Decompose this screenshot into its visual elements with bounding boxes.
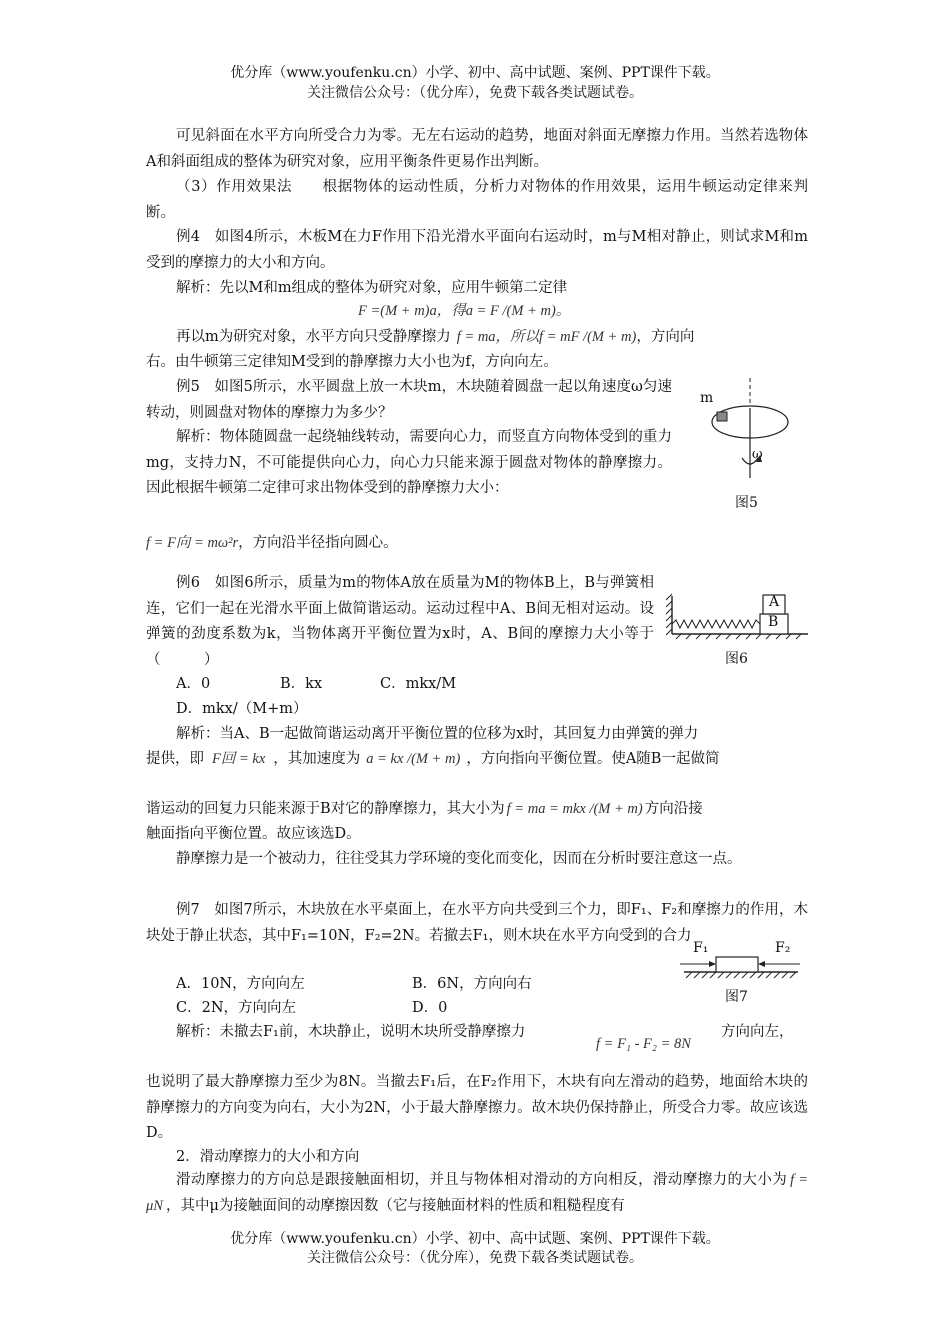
example-4: 例4 如图4所示，木板M在力F作用下沿光滑水平面向右运动时，m与M相对静止，则试求M和m受到的摩擦力的大小和方向。 [146, 229, 808, 271]
page-header-line-1: 优分库（www.youfenku.cn）小学、初中、高中试题、案例、PPT课件下载。 [230, 65, 720, 81]
figure-5-caption: 图5 [735, 495, 758, 511]
text-run: ，方向向 [636, 329, 695, 345]
option-d: D．mkx/（M+m） [176, 701, 308, 717]
equation: f = ma，所以f = mF /(M + m) [456, 329, 637, 345]
example-7: 例7 如图7所示，木块放在水平桌面上，在水平方向共受到三个力，即F₁、F₂和摩擦力的作用，木块处于静止状态，其中F₁=10N，F₂=2N。若撤去F₁，则木块在水平方向受到的合力 [146, 902, 808, 944]
solution-paragraph: 解析：当A、B一起做简谐运动离开平衡位置的位移为x时，其回复力由弹簧的弹力 [176, 726, 699, 742]
text-run: 滑动摩擦力的方向总是跟接触面相切，并且与物体相对滑动的方向相反，滑动摩擦力的大小为 [176, 1172, 788, 1188]
paragraph: 也说明了最大静摩擦力至少为8N。当撤去F₁后，在F₂作用下，木块有向左滑动的趋势，地面给木块的静摩擦力的方向变为向右，大小为2N，小于最大静摩擦力。故木块仍保持静止，所受合力零。故应该选D。 [146, 1074, 808, 1141]
paragraph: 触面指向平衡位置。故应该选D。 [146, 826, 361, 842]
force-f1-label: F₁ [693, 940, 709, 956]
paragraph: 静摩擦力是一个被动力，往往受其力学环境的变化而变化，因而在分析时要注意这一点。 [176, 851, 742, 867]
equation: F回 = kx [212, 751, 266, 767]
text-run: 方向沿接 [644, 801, 703, 817]
paragraph: （3）作用效果法 根据物体的运动性质，分析力对物体的作用效果，运用牛顿运动定律来判断。 [146, 179, 808, 221]
text-run: ，方向指向平衡位置。使A随B一起做简 [466, 751, 720, 767]
force-f2-label: F₂ [775, 940, 791, 956]
option-c: C．mkx/M [380, 676, 457, 692]
text-run: 方向向左， [721, 1024, 794, 1040]
option-c: C．2N，方向向左 [176, 1000, 297, 1016]
equation: f = F向 = mω²r [146, 535, 239, 551]
text-run: 再以m为研究对象，水平方向只受静摩擦力 [176, 329, 451, 345]
text-run: ，其中μ为接触面间的动摩擦因数（它与接触面材料的性质和粗糙程度有 [165, 1197, 625, 1214]
equation: f = F₁ - F₂ = 8N [596, 1036, 691, 1052]
figure-6-caption: 图6 [725, 651, 748, 667]
text-run: 解析：未撤去F₁前，木块静止，说明木块所受静摩擦力 [176, 1024, 526, 1040]
text-run: 谐运动的回复力只能来源于B对它的静摩擦力，其大小为 [146, 801, 505, 817]
figure-6-spring-system [666, 590, 808, 640]
section-heading: 2．滑动摩擦力的大小和方向 [176, 1149, 360, 1165]
page-header-line-2: 关注微信公众号：（优分库），免费下载各类试题试卷。 [307, 85, 643, 101]
option-b: B．kx [280, 676, 323, 692]
mass-label: m [700, 390, 714, 406]
paragraph: 右。由牛顿第三定律知M受到的静摩擦力大小也为f，方向向左。 [146, 354, 558, 370]
block-b-label: B [768, 614, 779, 630]
solution-paragraph: 解析：物体随圆盘一起绕轴线转动，需要向心力，而竖直方向物体受到的重力mg，支持力N，不可能提供向心力，向心力只能来源于圆盘对物体的静摩擦力。因此根据牛顿第二定律可求出物体受到的静摩擦力大小： [146, 429, 672, 496]
equation: a = kx /(M + m) [366, 751, 461, 767]
solution-paragraph: 解析：先以M和m组成的整体为研究对象，应用牛顿第二定律 [176, 280, 568, 296]
paragraph [146, 1168, 808, 1219]
block-a-label: A [769, 594, 780, 610]
text-run: ，方向沿半径指向圆心。 [238, 535, 398, 551]
option-b: B．6N，方向向右 [412, 976, 532, 992]
text-run: 提供，即 [146, 751, 204, 767]
option-a: A．0 [176, 676, 211, 692]
page-footer-line-1: 优分库（www.youfenku.cn）小学、初中、高中试题、案例、PPT课件下载。 [230, 1231, 720, 1247]
equation: f = μN [146, 1172, 808, 1214]
option-a: A．10N，方向向左 [176, 976, 305, 992]
option-d: D．0 [412, 1000, 448, 1016]
paragraph: 可见斜面在水平方向所受合力为零。无左右运动的趋势，地面对斜面无摩擦力作用。当然若选物体A和斜面组成的整体为研究对象，应用平衡条件更易作出判断。 [146, 128, 808, 170]
page-footer-line-2: 关注微信公众号：（优分库），免费下载各类试题试卷。 [307, 1250, 643, 1266]
figure-7-caption: 图7 [725, 989, 748, 1005]
equation: f = ma = mkx /(M + m) [506, 801, 643, 817]
equation: F =(M + m)a，得a = F /(M + m)。 [358, 303, 571, 319]
omega-label: ω [752, 447, 763, 462]
example-6: 例6 如图6所示，质量为m的物体A放在质量为M的物体B上，B与弹簧相连，它们一起在光滑水平面上做简谐运动。运动过程中A、B间无相对运动。设弹簧的劲度系数为k，当物体离开平衡位置为x时，A、B间的摩擦力大小等于（ ） [146, 575, 654, 668]
example-5: 例5 如图5所示，水平圆盘上放一木块m，木块随着圆盘一起以角速度ω匀速转动，则圆盘对物体的摩擦力为多少？ [146, 379, 672, 421]
text-run: ，其加速度为 [273, 751, 361, 767]
